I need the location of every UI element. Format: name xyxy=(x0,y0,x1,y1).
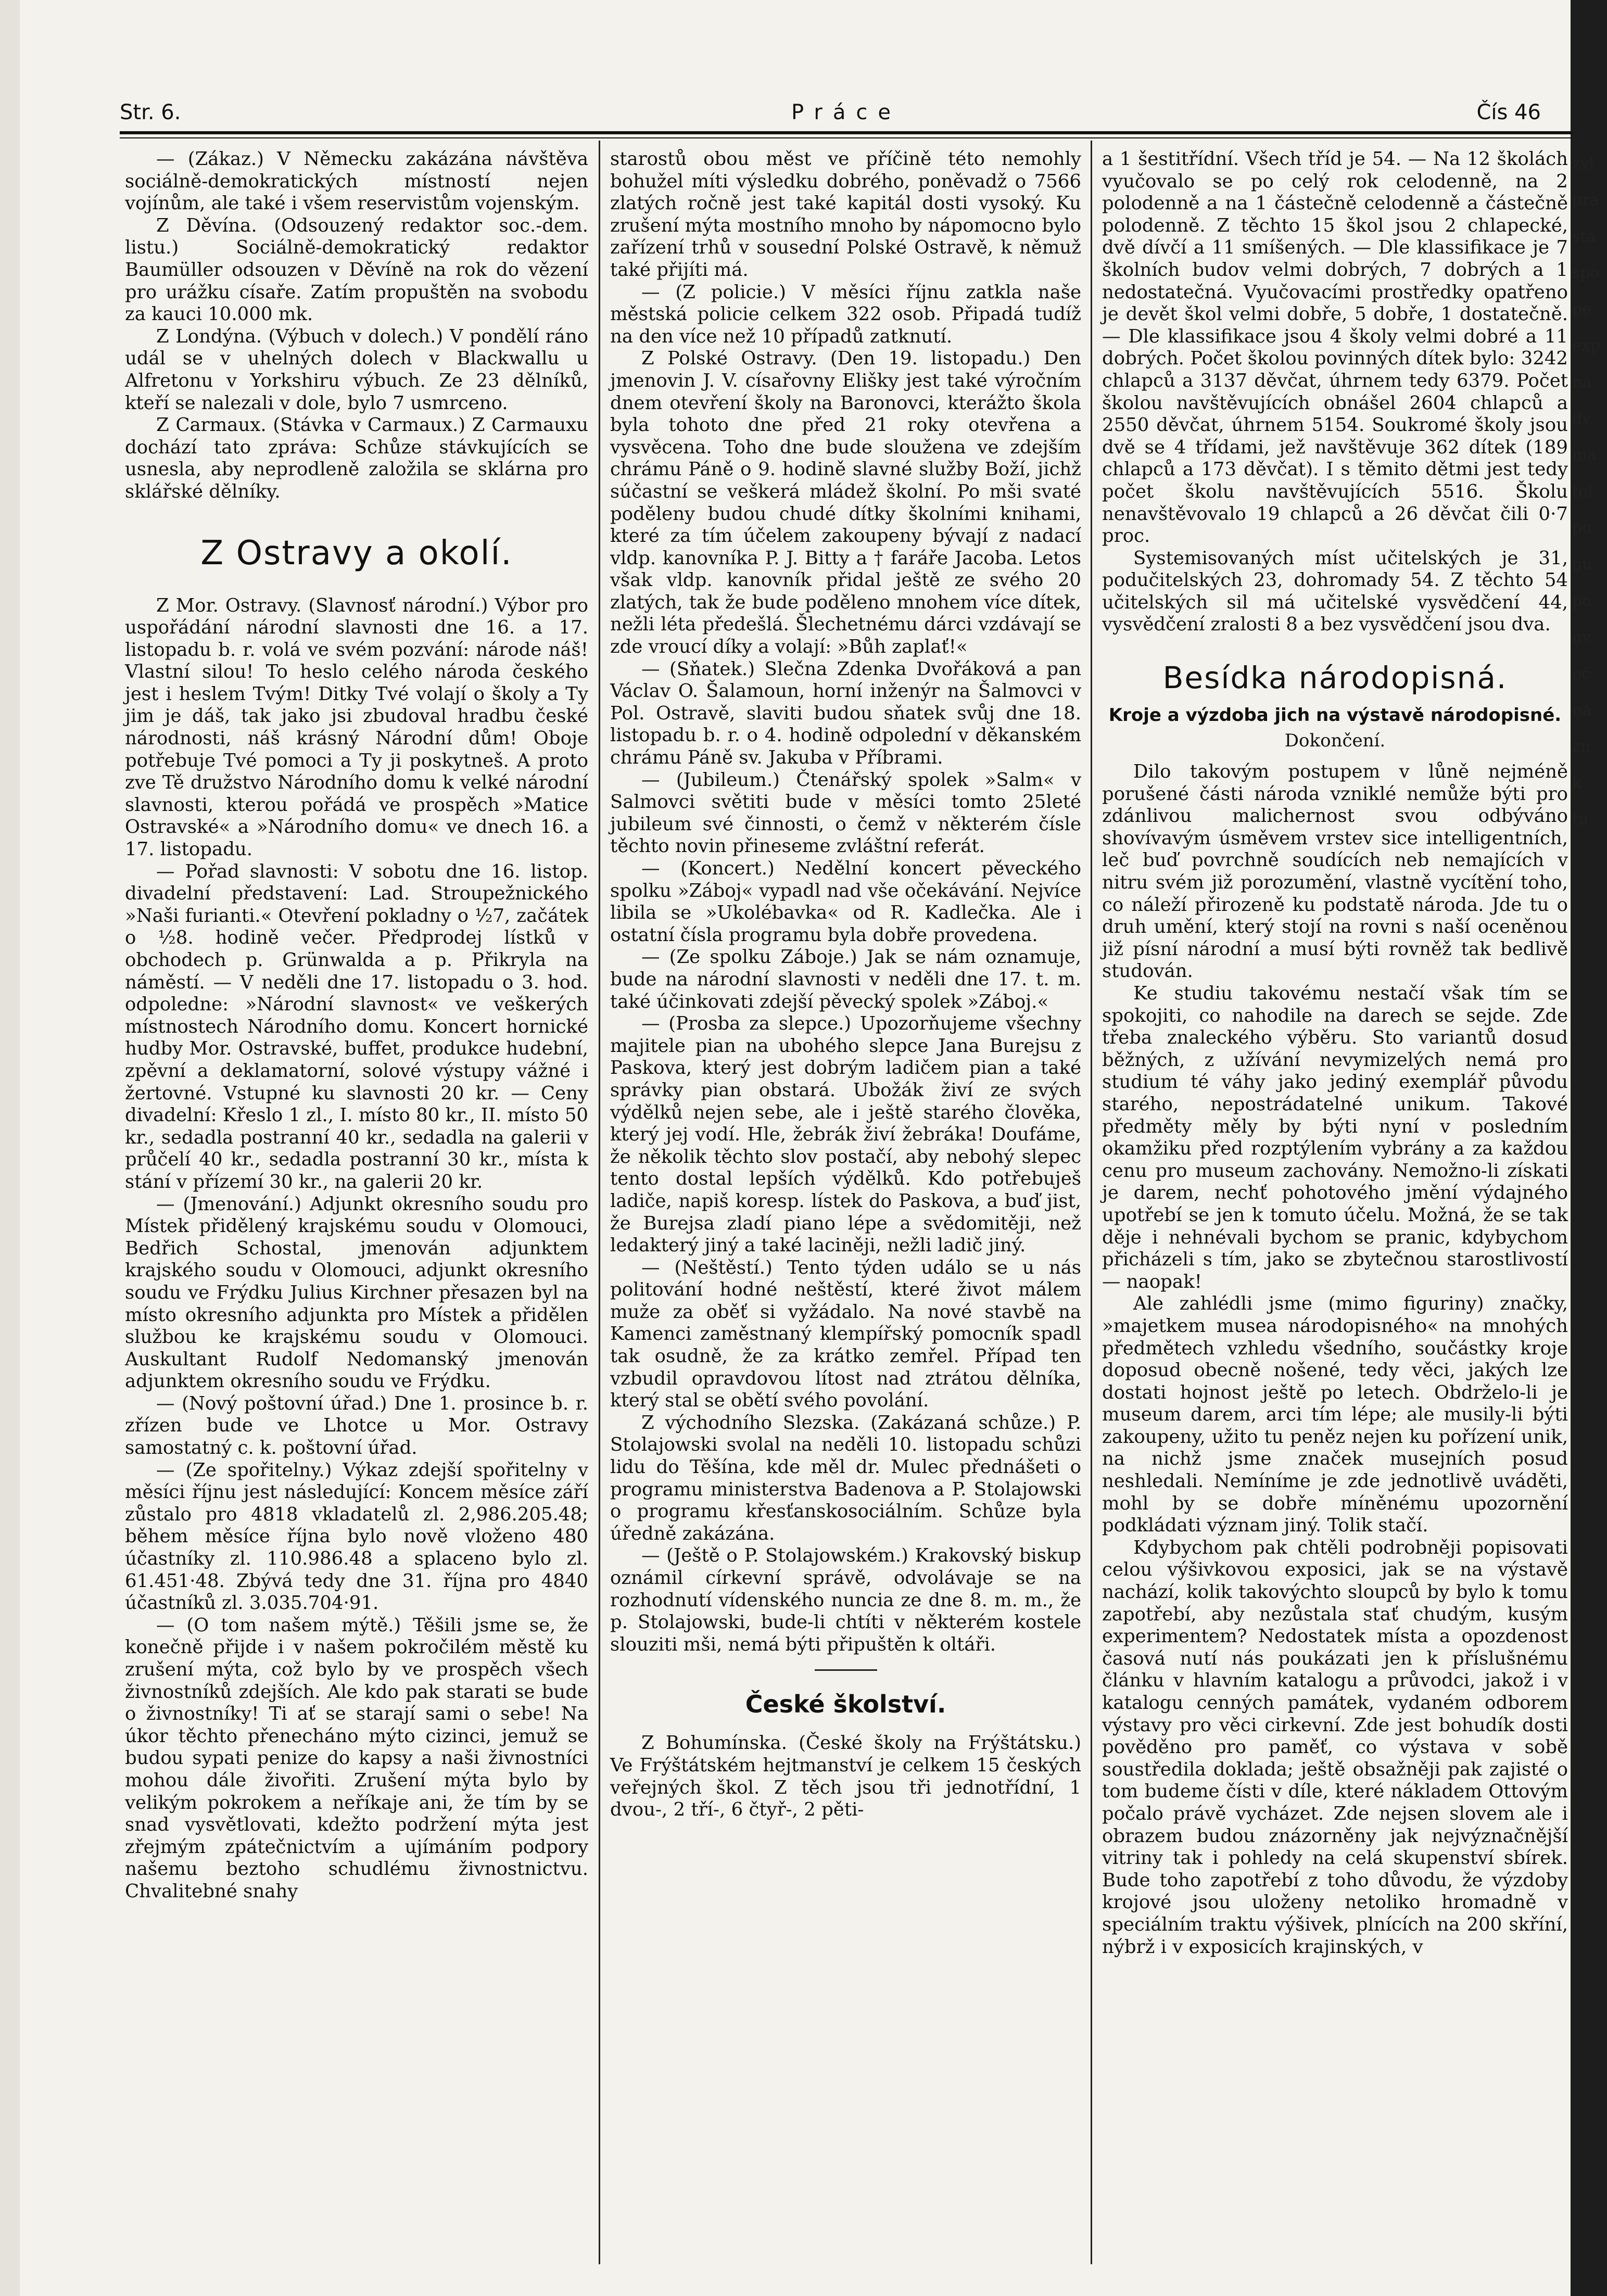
fragment-line: ma xyxy=(1572,446,1597,464)
fragment-line: uv xyxy=(1572,628,1591,646)
fragment-line: pra xyxy=(1572,191,1599,209)
newspaper-title: Práce xyxy=(791,100,901,124)
fragment-line: po xyxy=(1572,592,1592,610)
article-subheading-kroje: Kroje a výzdoba jich na výstavě národopisné. xyxy=(1108,705,1562,726)
article-prosba-za-slepce: — (Prosba za slepce.) Upozorňujeme všechny majitele pian na ubohého slepce Jana Burejsu z Paskova, který jest dobrým ladičem pian a také správky pian obstará. Ubožák živí ze svých výdělků nejen sebe, ale i ještě starého člověka, který jej vodí. Hle, žebrák živí žebráka! Doufáme, že několik těchto slov postačí, aby nebohý slepec tento dostal lepších výdělků. Kdo potřebuješ ladiče, napiš koresp. lístek do Paskova, a buď jist, že Burejsa zladí piano lépe a svědomitěji, než ledakterý jiný a také laciněji, nežli ladič jiný. xyxy=(610,1013,1081,1257)
fragment-line: zn xyxy=(1572,738,1591,756)
issue-number: Čís 46 xyxy=(1476,100,1541,124)
fragment-line: na xyxy=(1572,373,1592,391)
fragment-line: zvl xyxy=(1572,155,1595,173)
page-edge-left xyxy=(0,0,20,2296)
fragment-line: k xyxy=(1572,774,1582,792)
article-zakaz: — (Zákaz.) V Německu zakázána návštěva sociálně-demokratických místností nejen vojínům, ale také i všem reservistům vojenským. xyxy=(125,148,588,214)
article-kroje-p1: Dilo takovým postupem v lůně nejméně porušené části národa vzniklé nemůže býti pro zdánlivou malichernost svou odbýváno shovívavým úsměvem vrstev sice intelligentních, leč buď povrchně soudících neb nemajících v nitru svém již porozumění, vlastně vycítění toho, co náleží přirozeně ku podstatě národa. Jde tu o druh umění, který stojí na rovni s naší oceněnou již písní národní a musí býti rovněž tak bedlivě studován. xyxy=(1102,761,1568,982)
article-policie: — (Z policie.) V měsíci říjnu zatkla naše městská policie celkem 322 osob. Připadá tudíž na den více než 10 případů zatknutí. xyxy=(610,281,1081,347)
column-divider-1 xyxy=(599,141,600,2264)
fragment-line: gu xyxy=(1572,555,1592,574)
article-zaboj: — (Ze spolku Záboje.) Jak se nám oznamuje, bude na národní slavnosti v neděli dne 17. t. m. také účinkovati zdejší pěvecký spolek »Záboj.« xyxy=(610,946,1081,1012)
article-london: Z Londýna. (Výbuch v dolech.) V pondělí ráno udál se v uhelných dolech v Blackwallu u Alfretonu v Yorkshiru výbuch. Ze 23 dělníků, kteří se nalezali v dole, bylo 7 usmrceno. xyxy=(125,325,588,414)
article-kroje-p4: Kdybychom pak chtěli podrobněji popisovati celou výšivkovou exposici, jak se na výstavě nachází, kolik takovýchto sloupců by bylo k tomu zapotřebí, aby nezůstala stať chudým, kusým experimentem? Nedostatek místa a opozdenost časová nutí nás poukázati jen k příslušnému článku v hlavním katalogu a průvodci, jakož i v katalogu cenných památek, vydaném odborem výstavy pro věci cirkevní. Zde jest bohudík dosti pověděno pro paměť, co výstava v sobě soustředila doklada; ještě obsažněji pak zajisté o tom budeme čísti v díle, které nákladem Ottovým počalo právě vycházet. Zde nejsen slovem ale i obrazem budou znázorněny jak nejvýznačnější vitriny tak i pohledy na celá skupenství sbírek. Bude toho zapotřebí z toho důvodu, že výzdoby krojové jsou uloženy netoliko hromadně v speciálním traktu výšivek, plnících na 200 skříní, nýbrž i v exposicích krajinských, v xyxy=(1102,1537,1568,1958)
column-2 xyxy=(610,148,1081,1821)
article-sporitelna: — (Ze spořitelny.) Výkaz zdejší spořitelny v měsíci říjnu jest následující: Koncem měsíce září zůstalo pro 4818 vkladatelů zl. 2,986.205.48; během měsíce října bylo nově vloženo 480 účastníky zl. 110.986.48 a splaceno bylo zl. 61.451·48. Zbývá tedy dne 31. října pro 4840 účastníků zl. 3.035.704·91. xyxy=(125,1459,588,1614)
fragment-line: sta xyxy=(1572,227,1596,246)
article-myto-cont: starostů obou měst ve příčině této nemohly bohužel míti výsledku dobrého, poněvadž o 7566 zlatých ročně jest také kapitál dosti vysoký. Ku zrušení mýta mostního mnoho by nápomocno bylo zařízení trhů v sousední Polské Ostravě, k němuž také přijíti má. xyxy=(610,148,1081,281)
fragment-line: ná xyxy=(1572,701,1592,719)
fragment-line: dv xyxy=(1572,410,1591,428)
article-porad-slavnosti: — Pořad slavnosti: V sobotu dne 16. listop. divadelní představení: Lad. Stroupežnického »Naši furianti.« Otevření pokladny o ½7, začátek o ½8. hodině večer. Předprodej lístků v obchodech p. Grünwalda a p. Přikryla na náměstí. — V neděli dne 17. listopadu o 3. hod. odpoledne: »Národní slavnost« ve veškerých místnostech Národního domu. Koncert hornické hudby Mor. Ostravské, buffet, produkce hudební, zpěvní a deklamatorní, solové výstupy vážné i žertovné. Vstupné ku slavnosti 20 kr. — Ceny divadelní: Křeslo 1 zl., I. místo 80 kr., II. místo 50 kr., sedadla postranní 40 kr., sedadla na galerii v průčelí 40 kr., sedadla postranní 30 kr., místa k stání v přízemí 30 kr., na galerii 20 kr. xyxy=(125,860,588,1193)
article-kroje-p2: Ke studiu takovému nestačí však tím se spokojiti, co nahodile na darech se sejde. Zde třeba znaleckého výběru. Sto variantů dosud běžných, z užívání nevymizelých nemá pro studium té váhy jako jediný exemplář původu starého, nepostrádatelné unikum. Takové předměty měly by býti nyní v posledním okamžiku před rozptýlením vybrány a za každou cenu pro museum zachovány. Nemožno-li získati je darem, nechť pohotového jmění výdajného upotřebí se jen k tomuto účelu. Možná, že se tak děje i nehnévali bychom se pranic, kdybychom přicházeli s tím, jako se zbytečnou starostlivostí — naopak! xyxy=(1102,983,1568,1292)
fragment-line: tol xyxy=(1572,483,1593,501)
article-snatek: — (Sňatek.) Slečna Zdenka Dvořáková a pan Václav O. Šalamoun, horní inženýr na Šalmovci v Pol. Ostravě, slaviti budou sňatek svůj dne 18. listopadu b. r. o 4. hodině odpolední v děkanském chrámu Páně sv. Jakuba v Příbrami. xyxy=(610,658,1081,769)
article-kroje-p3: Ale zahlédli jsme (mimo figuriny) značky, »majetkem musea národopisného« na mnohých předmětech vzhledu všedního, součástky kroje doposud obecně nošené, tedy věci, jakých lze dostati hojnost ještě po letech. Obdrželo-li je museum darem, arci tím lépe; ale musily-li býti zakoupeny, užito tu peněz nejen ku pořízení unik, na nichž jsme značek musejních posud neshledali. Nemíníme je zde jednotlivě uváděti, mohl by se dobře míněnému upozornění podkládati význam jiný. Tolik stačí. xyxy=(1102,1293,1568,1537)
article-bohuminsko-cont: a 1 šestitřídní. Všech tříd je 54. — Na 12 školách vyučovalo se po celý rok celodenně, na 2 polodenně a na 1 částečně celodenně a částečně polodenně. Z těchto 15 škol jsou 2 chlapecké, dvě dívčí a 11 smíšených. — Dle klassifikace je 7 školních budov velmi dobrých, 7 dobrých a 1 nedostatečná. Vyučovacími prostředky opatřeno je devět škol velmi dobře, 5 dobře, 1 dostatečně. — Dle klassifikace jsou 4 školy velmi dobré a 11 dobrých. Počet školou povinných dítek bylo: 3242 chlapců a 3137 děvčat, úhrnem tedy 6379. Počet školou navštěvujících obnášel 2604 chlapců a 2550 děvčat, úhrnem 5154. Soukromé školy jsou dvě se 4 třídami, jež navštěvuje 362 dítek (189 chlapců a 173 děvčat). I s těmito dětmi jest tedy počet školu navštěvujících 5516. Školu nenavštěvovalo 19 chlapců a 26 děvčat čili 0·7 proc. xyxy=(1102,148,1568,547)
column-divider-2 xyxy=(1091,141,1092,2264)
column-1 xyxy=(125,148,588,1903)
article-stolajowski: — (Ještě o P. Stolajowském.) Krakovský biskup oznámil církevní správě, odvolávaje se na rozhodnutí vídenského nuncia ze dne 8. m. m., že p. Stolajowski, bude-li chtíti v některém kostele slouziti mši, nemá býti připuštěn k oltáři. xyxy=(610,1545,1081,1655)
fragment-line: exp xyxy=(1572,337,1600,355)
column-3 xyxy=(1102,148,1568,1958)
section-heading-ostrava: Z Ostravy a okolí. xyxy=(200,534,513,573)
article-koncert: — (Koncert.) Nedělní koncert pěveckého spolku »Záboj« vypadl nad vše očekávání. Nejvíce libila se »Ukolébavka« od R. Kadlečka. Ale i ostatní čísla programu byla dobře provedena. xyxy=(610,858,1081,946)
article-ucitelska-mista: Systemisovaných míst učitelských je 31, podučitelských 23, dohromady 54. Z těchto 54 učitelských sil má učitelské vysvědčení 44, vysvědčení zralosti 8 a bez vysvědčení jsou dva. xyxy=(1102,547,1568,636)
fragment-line: spo xyxy=(1572,264,1600,282)
article-polska-ostrava: Z Polské Ostravy. (Den 19. listopadu.) Den jmenovin J. V. císařovny Elišky jest také výročním dnem otevření školy na Baronovci, kterážto škola byla tohoto dne před 21 roky otevřena a vysvěcena. Toho dne bude sloužena ve zdejším chrámu Páně o 9. hodině slavné služby Boží, jichž súčastní se veškerá mládež školní. Po mši svaté poděleny budou chudé dítky školními knihami, které za tím účelem zakoupeny bývají z nadací vldp. kanovníka P. J. Bitty a † faráře Jacoba. Letos však vldp. kanovník přidal ještě ze svého 20 zlatých, tak že bude poděleno mnohem více dítek, nežli léta předešlá. Šlechetnému dárci vzdávají se zde vroucí díky a volají: »Bůh zaplať!« xyxy=(610,348,1081,658)
article-nestesti: — (Neštěstí.) Tento týden událo se u nás politování hodné neštěstí, které život málem muže za oběť si vyžádalo. Na nové stavbě na Kamenci zaměstnaný klempířský pomocník spadl tak osudně, že za krátko zemřel. Případ ten vzbudil opravdovou lítost nad ztrátou dělníka, který stal se obětí svého povolání. xyxy=(610,1257,1081,1412)
section-heading-besidka: Besídka národopisná. xyxy=(1162,660,1508,696)
article-devin: Z Děvína. (Odsouzený redaktor soc.-dem. listu.) Sociálně-demokratický redaktor Baumüller odsouzen v Děvíně na rok do vězení pro urážku císaře. Zatím propuštěn na svobodu za kauci 10.000 mk. xyxy=(125,214,588,325)
article-note-dokonceni: Dokončení. xyxy=(1284,730,1386,752)
article-myto: — (O tom našem mýtě.) Těšili jsme se, že konečně přijde i v našem pokročilém městě ku zrušení mýta, což bylo by ve prospěch všech živnostníků zdejších. Ale kdo pak starati se bude o živnostníky! Ti ať se starají sami o sebe! Na úkor těchto přenecháno mýto cizinci, jemuž se budou sypati penize do kapsy a naši živnostníci mohou dále živořiti. Zrušení mýta bylo by velikým pokrokem a neříkaje ani, že tím by se snad vysvětlovati, kdežto podržení mýta jest zřejmým zpátečnictvím a ujímáním podpory našemu beztoho schudlému živnostnictvu. Chvalitebné snahy xyxy=(125,1614,588,1902)
section-separator xyxy=(815,1669,877,1671)
page-number: Str. 6. xyxy=(120,100,181,124)
fragment-line: po xyxy=(1572,519,1592,537)
article-jmenovani: — (Jmenování.) Adjunkt okresního soudu pro Místek přidělený krajskému soudu v Olomouci, Bedřich Schostal, jmenován adjunktem krajského soudu v Olomouci, adjunkt okresního soudu ve Frýdku Julius Kirchner přesazen byl na místo okresního adjunkta pro Místek a přidělen službou ke krajskému soudu v Olomouci. Auskultant Rudolf Nedomanský jmenován adjunktem okresního soudu ve Frýdku. xyxy=(125,1193,588,1392)
header-rule-thin xyxy=(120,137,1572,138)
page-header xyxy=(120,96,1541,133)
next-page-fragment xyxy=(1572,146,1603,838)
article-carmaux: Z Carmaux. (Stávka v Carmaux.) Z Carmauxu dochází tato zpráva: Schůze stávkujících se usnesla, aby neprodleně založila se sklárna pro sklářské dělníky. xyxy=(125,414,588,502)
section-heading-skolstvi: České školství. xyxy=(745,1690,946,1719)
fragment-line: pé xyxy=(1572,300,1591,319)
article-jubileum: — (Jubileum.) Čtenářský spolek »Salm« v Salmovci světiti bude v měsíci tomto 25leté jubileum své činnosti, o čemž v některém čísle těchto novin přineseme zvláštní referát. xyxy=(610,769,1081,857)
article-slezsko: Z východního Slezska. (Zakázaná schůze.) P. Stolajowski svolal na neděli 10. listopadu schůzi lidu do Těšína, kde měl dr. Mulec přednášeti o programu ministerstva Badenova a P. Stolajowski o programu křesťanskosociálním. Schůze byla úředně zakázána. xyxy=(610,1412,1081,1544)
article-bohuminsko: Z Bohumínska. (České školy na Frýštátsku.) Ve Frýštátském hejtmanství je celkem 15 českých veřejných škol. Z těch jsou tři jednotřídní, 1 dvou-, 2 tří-, 6 čtyř-, 2 pěti- xyxy=(610,1732,1081,1821)
article-slavnost: Z Mor. Ostravy. (Slavnosť národní.) Výbor pro uspořádání národní slavnosti dne 16. a 17. listopadu b. r. volá ve svém pozvání: národe náš! Vlastní silou! To heslo celého národa českého jest i heslem Tvým! Ditky Tvé volají o školy a Ty jim je dáš, tak jako jsi zbudoval hradbu české národnosti, náš krásný Národní dům! Oboje potřebuje Tvé pomoci a Ty ji poskytneš. A proto zve Tě družstvo Národního domu k velké národní slavnosti, kterou pořádá ve prospěch »Matice Ostravské« a »Národního domu« ve dnech 16. a 17. listopadu. xyxy=(125,594,588,860)
header-rule xyxy=(120,131,1572,134)
article-postovni-urad: — (Nový poštovní úřad.) Dne 1. prosince b. r. zřízen bude ve Lhotce u Mor. Ostravy samostatný c. k. poštovní úřad. xyxy=(125,1392,588,1459)
fragment-line: tu xyxy=(1572,810,1589,829)
fragment-line: oč xyxy=(1572,665,1590,683)
